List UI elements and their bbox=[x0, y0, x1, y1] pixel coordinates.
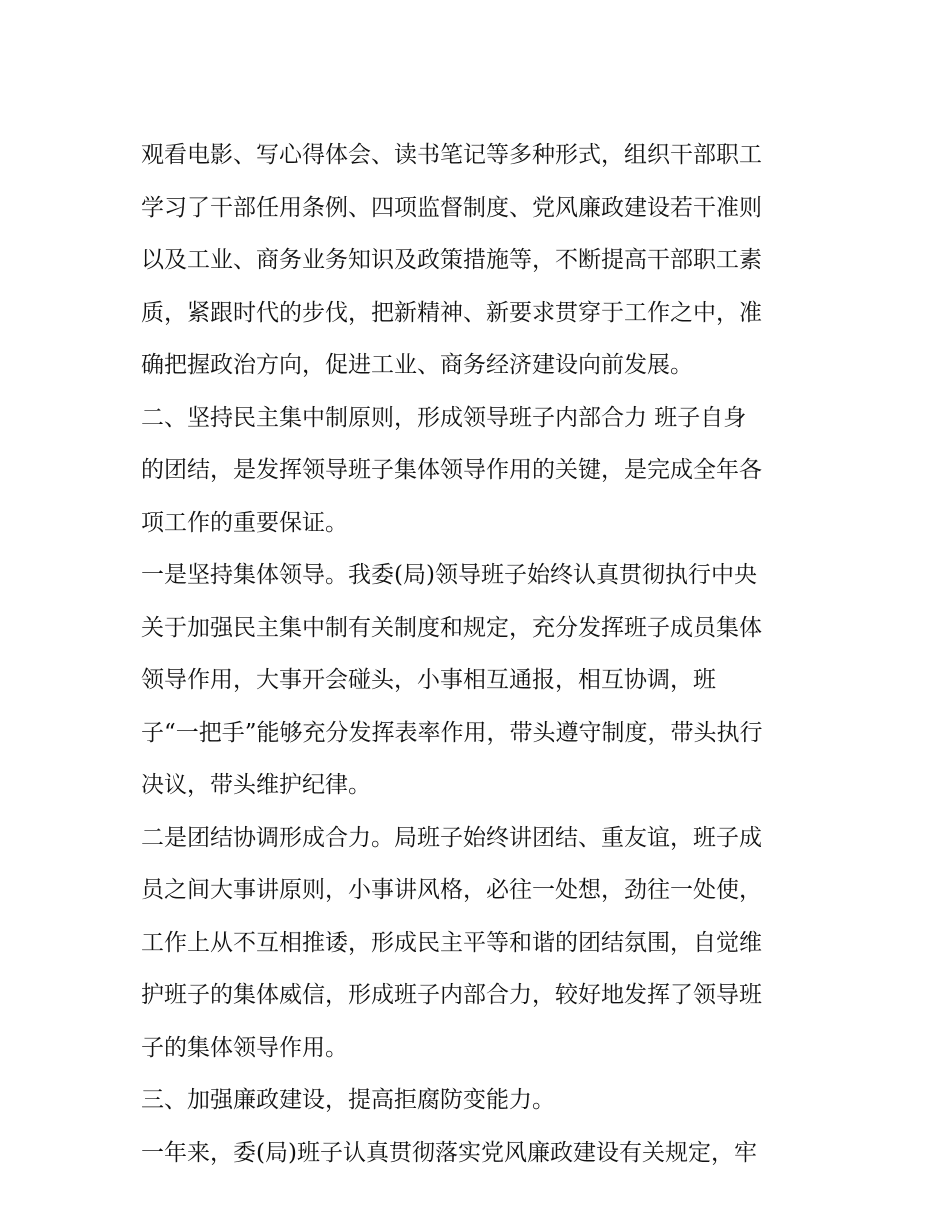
text-line: 质，紧跟时代的步伐，把新精神、新要求贯穿于工作之中，准 bbox=[141, 300, 762, 326]
text-line: 学习了干部任用条例、四项监督制度、党风廉政建设若干准则 bbox=[141, 195, 762, 221]
text-line: 子“一把手”能够充分发挥表率作用，带头遵守制度，带头执行 bbox=[141, 720, 763, 746]
section-heading: 三、加强廉政建设，提高拒腐防变能力。 bbox=[141, 1087, 555, 1113]
text-line: 决议，带头维护纪律。 bbox=[141, 772, 371, 798]
text-line: 的团结，是发挥领导班子集体领导作用的关键，是完成全年各 bbox=[141, 457, 762, 483]
text-line: 工作上从不互相推诿，形成民主平等和谐的团结氛围，自觉维 bbox=[141, 930, 762, 956]
text-line: 以及工业、商务业务知识及政策措施等，不断提高干部职工素 bbox=[141, 247, 762, 273]
text-line: 领导作用，大事开会碰头，小事相互通报，相互协调，班 bbox=[141, 667, 716, 693]
text-line: 一是坚持集体领导。我委(局)领导班子始终认真贯彻执行中央 bbox=[141, 562, 757, 588]
text-line: 确把握政治方向，促进工业、商务经济建设向前发展。 bbox=[141, 352, 693, 378]
text-line: 关于加强民主集中制有关制度和规定，充分发挥班子成员集体 bbox=[141, 615, 762, 641]
text-line: 项工作的重要保证。 bbox=[141, 510, 348, 536]
text-line: 观看电影、写心得体会、读书笔记等多种形式，组织干部职工 bbox=[141, 142, 762, 168]
text-line: 二是团结协调形成合力。局班子始终讲团结、重友谊，班子成 bbox=[141, 825, 762, 851]
text-line: 员之间大事讲原则，小事讲风格，必往一处想，劲往一处使， bbox=[141, 877, 762, 903]
text-line: 一年来，委(局)班子认真贯彻落实党风廉政建设有关规定，牢 bbox=[141, 1140, 757, 1166]
text-line: 子的集体领导作用。 bbox=[141, 1035, 348, 1061]
section-heading: 二、坚持民主集中制原则，形成领导班子内部合力 班子自身 bbox=[141, 405, 747, 431]
text-line: 护班子的集体威信，形成班子内部合力，较好地发挥了领导班 bbox=[141, 982, 762, 1008]
